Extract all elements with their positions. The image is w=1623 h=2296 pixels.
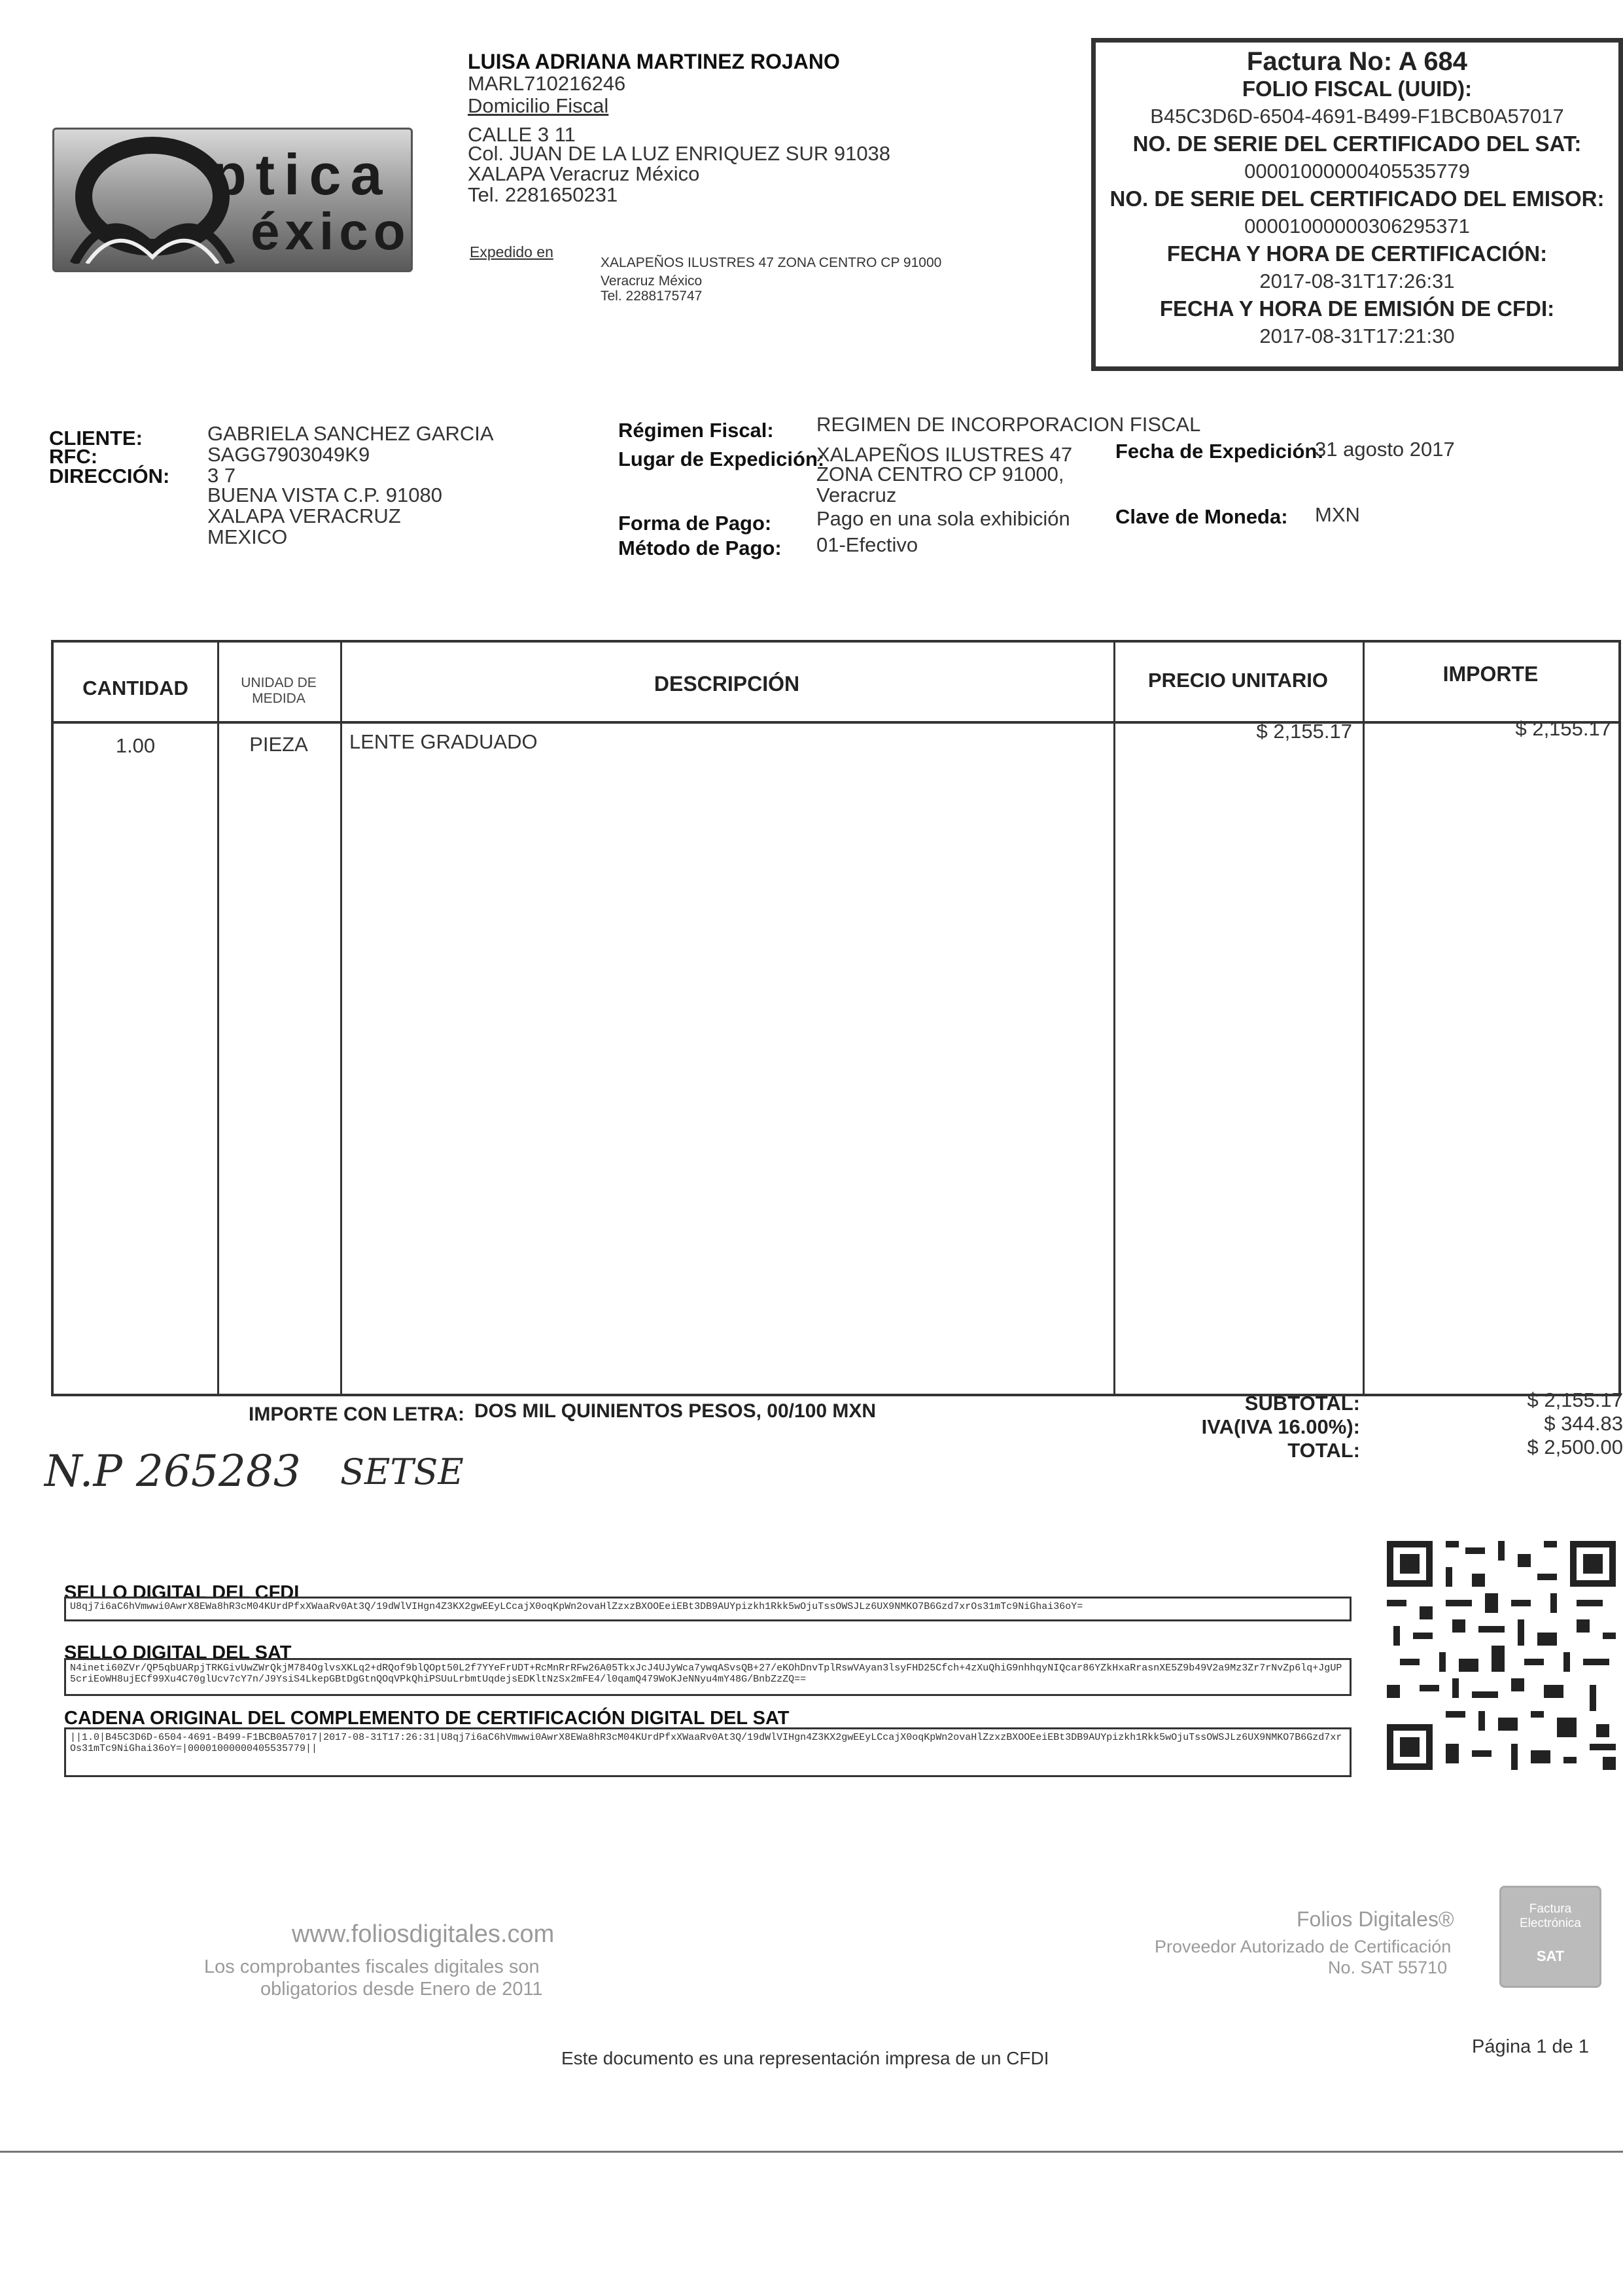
- folio-value: B45C3D6D-6504-4691-B499-F1BCB0A57017: [1150, 105, 1564, 128]
- emisor-cert-label: NO. DE SERIE DEL CERTIFICADO DEL EMISOR:: [1109, 186, 1605, 211]
- client-address-line1: 3 7: [207, 464, 236, 487]
- direccion-label: DIRECCIÓN:: [49, 465, 170, 487]
- fecha-label: Fecha de Expedición:: [1115, 440, 1324, 463]
- badge-line2: Electrónica: [1520, 1916, 1581, 1930]
- client-address-line4: MEXICO: [207, 525, 288, 548]
- lugar-line2: ZONA CENTRO CP 91000,: [816, 463, 1064, 486]
- client-name: GABRIELA SANCHEZ GARCIA: [207, 422, 494, 445]
- qr-code: [1387, 1541, 1616, 1770]
- emision-datetime-value: 2017-08-31T17:21:30: [1259, 325, 1455, 347]
- page-number: Página 1 de 1: [1472, 2036, 1589, 2057]
- emisor-cert-value: 00001000000306295371: [1244, 215, 1470, 238]
- company-logo: [52, 128, 413, 272]
- handwritten-np-note: N.P 265283: [44, 1446, 301, 1496]
- representacion-impresa-note: Este documento es una representación impresa de un CFDI: [561, 2048, 1049, 2068]
- cadena-original-value: ||1.0|B45C3D6D-6504-4691-B499-F1BCB0A57017|2017-08-31T17:26:31|U8qj7i6aC6hVmwwi0AwrX8EWa8hR3cM04KUrdPfxXWaaRv0At3Q/19dWlVIHgn4Z3KX2gwEEyLCcajX0oqKpWn2ovaHlZzxzBXOOEeiEBt3DB9AUYpizkh1Rkk5wOjuTssOWSJLz6UX9NMKO7B6Gzd7xrOs31mTc9NiGhai36oY=|00001000000405535779||: [64, 1727, 1352, 1777]
- row-precio: $ 2,155.17: [1256, 720, 1352, 743]
- emision-datetime-label: FECHA Y HORA DE EMISIÓN DE CFDI:: [1159, 296, 1555, 321]
- footer-note-line2: obligatorios desde Enero de 2011: [260, 1979, 543, 2000]
- rfc-label: RFC:: [49, 445, 98, 468]
- items-table: [51, 640, 1621, 1396]
- sat-cert-label: NO. DE SERIE DEL CERTIFICADO DEL SAT:: [1132, 132, 1582, 156]
- client-address-line2: BUENA VISTA C.P. 91080: [207, 484, 442, 506]
- lugar-line1: XALAPEÑOS ILUSTRES 47: [816, 443, 1073, 466]
- folio-label: FOLIO FISCAL (UUID):: [1242, 77, 1473, 101]
- issuer-rfc: MARL710216246: [468, 72, 626, 95]
- iva-value: $ 344.83: [1544, 1412, 1623, 1435]
- header-importe: IMPORTE: [1442, 662, 1539, 686]
- importe-letra-label: IMPORTE CON LETRA:: [249, 1404, 464, 1425]
- cert-datetime-label: FECHA Y HORA DE CERTIFICACIÓN:: [1166, 241, 1548, 266]
- row-cantidad: 1.00: [115, 734, 156, 757]
- issuer-colonia: Col. JUAN DE LA LUZ ENRIQUEZ SUR 91038: [468, 142, 891, 165]
- header-descripcion: DESCRIPCIÓN: [654, 672, 800, 696]
- factura-electronica-badge: [1499, 1886, 1601, 1988]
- lugar-label: Lugar de Expedición:: [618, 448, 825, 470]
- regimen-label: Régimen Fiscal:: [618, 419, 774, 442]
- issuer-domicilio-label: Domicilio Fiscal: [468, 94, 609, 117]
- row-unidad: PIEZA: [249, 733, 308, 756]
- moneda-value: MXN: [1315, 503, 1360, 526]
- invoice-number: Factura No: A 684: [1246, 47, 1468, 76]
- handwritten-setse-note: SETSE: [340, 1451, 464, 1492]
- total-label: TOTAL:: [1287, 1439, 1360, 1462]
- moneda-label: Clave de Moneda:: [1115, 505, 1288, 528]
- sello-sat-label: SELLO DIGITAL DEL SAT: [64, 1642, 292, 1663]
- subtotal-value: $ 2,155.17: [1527, 1388, 1623, 1411]
- header-precio-unitario: PRECIO UNITARIO: [1148, 669, 1328, 692]
- footer-website: www.foliosdigitales.com: [292, 1920, 555, 1948]
- issuer-tel: Tel. 2281650231: [468, 183, 618, 206]
- sello-cfdi-label: SELLO DIGITAL DEL CFDI: [64, 1582, 300, 1603]
- fecha-value: 31 agosto 2017: [1315, 438, 1455, 461]
- expedido-tel: Tel. 2288175747: [601, 289, 703, 304]
- importe-letra-value: DOS MIL QUINIENTOS PESOS, 00/100 MXN: [474, 1400, 877, 1422]
- expedido-label: Expedido en: [470, 243, 553, 260]
- expedido-city: Veracruz México: [601, 274, 703, 289]
- issuer-name: LUISA ADRIANA MARTINEZ ROJANO: [468, 50, 840, 73]
- footer-note-line1: Los comprobantes fiscales digitales son: [204, 1956, 540, 1977]
- header-unidad-line1: UNIDAD DE: [241, 675, 317, 690]
- sello-sat-value: N4ineti60ZVr/QP5qbUARpjTRKGivUwZWrQkjM784OglvsXKLq2+dRQof9blQOpt50L2f7YYeFrUDT+RcMnRrRFw26A05TkxJcJ4UJyWca7ywqASvsQB+27/eKOhDnvTplRswVAyan3lsyFHD25Cfch+4zXuQhiG9nhhqyNIQcar86YZkHxaRrasnXE5Z9b49V2a9Mz3Zr7rNvZp6lq+JgUP5criEoWH8ujECf99Xu4C70glUcv7cY7n/J9YsiS4LkepGBtDgGtnQOqVPkQhiPSUuLrbmtUqdejsEDKltNzSx2mFE4/l0qamQ479WoKJeNNyu4mY48G/BnbZzZQ==: [64, 1658, 1352, 1696]
- row-descripcion: LENTE GRADUADO: [349, 730, 538, 753]
- proveedor-line1: Proveedor Autorizado de Certificación: [1155, 1937, 1452, 1956]
- invoice-header-box: [1091, 38, 1623, 371]
- metodo-label: Método de Pago:: [618, 537, 782, 559]
- cliente-label: CLIENTE:: [49, 427, 143, 450]
- total-value: $ 2,500.00: [1527, 1436, 1623, 1458]
- logo-text-line2: éxico: [251, 202, 411, 260]
- badge-line1: Factura: [1529, 1902, 1572, 1916]
- lugar-line3: Veracruz: [816, 484, 897, 506]
- regimen-value: REGIMEN DE INCORPORACION FISCAL: [816, 413, 1201, 436]
- expedido-address: XALAPEÑOS ILUSTRES 47 ZONA CENTRO CP 91000: [601, 255, 942, 270]
- client-rfc: SAGG7903049K9: [207, 443, 370, 466]
- row-importe: $ 2,155.17: [1515, 717, 1611, 740]
- header-cantidad: CANTIDAD: [82, 677, 188, 699]
- issuer-city: XALAPA Veracruz México: [468, 162, 700, 185]
- sat-cert-value: 00001000000405535779: [1244, 160, 1470, 183]
- proveedor-line2: No. SAT 55710: [1328, 1958, 1448, 1977]
- cadena-original-label: CADENA ORIGINAL DEL COMPLEMENTO DE CERTIFICACIÓN DIGITAL DEL SAT: [64, 1708, 790, 1729]
- client-address-line3: XALAPA VERACRUZ: [207, 504, 401, 527]
- bottom-divider: [0, 2151, 1623, 2153]
- logo-text-line1: ptica: [211, 142, 392, 207]
- forma-value: Pago en una sola exhibición: [816, 507, 1070, 530]
- cert-datetime-value: 2017-08-31T17:26:31: [1259, 270, 1455, 292]
- metodo-value: 01-Efectivo: [816, 533, 918, 556]
- badge-line3: SAT: [1536, 1948, 1565, 1964]
- iva-label: IVA(IVA 16.00%):: [1201, 1415, 1360, 1438]
- sello-cfdi-value: U8qj7i6aC6hVmwwi0AwrX8EWa8hR3cM04KUrdPfxXWaaRv0At3Q/19dWlVIHgn4Z3KX2gwEEyLCcajX0oqKpWn2ovaHlZzxzBXOOEeiEBt3DB9AUYpizkh1Rkk5wOjuTssOWSJLz6UX9NMKO7B6Gzd7xrOs31mTc9NiGhai36oY=: [64, 1597, 1352, 1621]
- forma-label: Forma de Pago:: [618, 512, 772, 535]
- issuer-street: CALLE 3 11: [468, 123, 576, 146]
- subtotal-label: SUBTOTAL:: [1244, 1392, 1360, 1415]
- header-unidad-line2: MEDIDA: [252, 691, 305, 706]
- folios-digitales-brand: Folios Digitales®: [1297, 1907, 1454, 1931]
